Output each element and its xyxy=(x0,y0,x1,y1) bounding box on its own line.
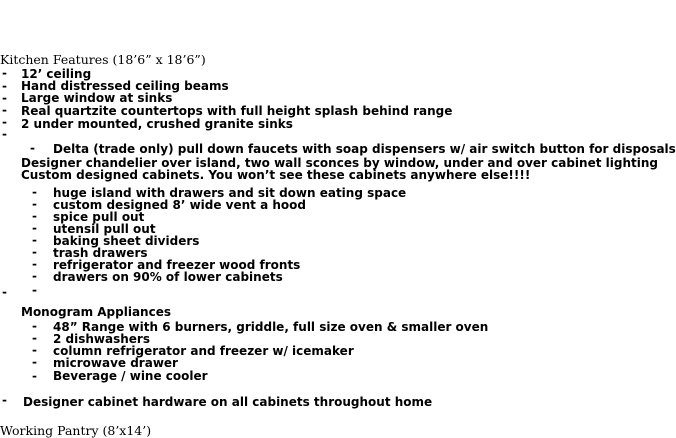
appliance-item: column refrigerator and freezer w/ icemaker xyxy=(53,344,354,358)
appliances-heading: Monogram Appliances xyxy=(21,305,171,319)
cabinet-item: refrigerator and freezer wood fronts xyxy=(53,258,301,272)
bullet-dash: - xyxy=(30,141,35,155)
bullet-dash: - xyxy=(32,343,37,357)
cabinet-item: drawers on 90% of lower cabinets xyxy=(53,270,283,284)
bullet-dash: - xyxy=(2,393,7,407)
bullet-dash: - xyxy=(32,319,37,333)
bullet-dash: - xyxy=(32,197,37,211)
cabinet-item: trash drawers xyxy=(53,246,148,260)
feature-item: Delta (trade only) pull down faucets with soap dispensers w/ air switch button for disposals xyxy=(53,142,676,156)
bullet-dash: - xyxy=(32,221,37,235)
bullet-dash: - xyxy=(32,185,37,199)
bullet-dash: - xyxy=(32,331,37,345)
cabinet-item: utensil pull out xyxy=(53,222,156,236)
bullet-dash: - xyxy=(2,91,7,105)
section-title-kitchen: Kitchen Features (18’6” x 18’6”) xyxy=(0,52,206,67)
bullet-dash: - xyxy=(32,369,37,383)
bullet-dash: - xyxy=(2,66,7,80)
cabinet-item: baking sheet dividers xyxy=(53,234,200,248)
cabinet-item: spice pull out xyxy=(53,210,145,224)
feature-item: Real quartzite countertops with full height splash behind range xyxy=(21,104,453,118)
bullet-dash: - xyxy=(32,245,37,259)
bullet-dash: - xyxy=(2,115,7,129)
bullet-dash: - xyxy=(2,103,7,117)
feature-item: 2 under mounted, crushed granite sinks xyxy=(21,117,293,131)
section-title-pantry: Working Pantry (8’x14’) xyxy=(0,423,152,438)
feature-line-hardware: Designer cabinet hardware on all cabinets throughout home xyxy=(23,395,433,409)
appliance-item: 48” Range with 6 burners, griddle, full size oven & smaller oven xyxy=(53,320,489,334)
bullet-dash: - xyxy=(32,355,37,369)
feature-item: Large window at sinks xyxy=(21,91,173,105)
cabinet-item: custom designed 8’ wide vent a hood xyxy=(53,198,306,212)
appliance-item: microwave drawer xyxy=(53,356,178,370)
feature-line-cabinets: Custom designed cabinets. You won’t see these cabinets anywhere else!!!! xyxy=(21,168,531,182)
appliance-item: 2 dishwashers xyxy=(53,332,150,346)
bullet-dash: - xyxy=(32,283,37,297)
bullet-dash: - xyxy=(2,127,7,141)
bullet-dash: - xyxy=(32,233,37,247)
cabinet-item: huge island with drawers and sit down eating space xyxy=(53,186,407,200)
feature-item: 12’ ceiling xyxy=(21,67,92,81)
feature-item: Hand distressed ceiling beams xyxy=(21,79,229,93)
bullet-dash: - xyxy=(32,269,37,283)
appliance-item: Beverage / wine cooler xyxy=(53,369,208,383)
bullet-dash: - xyxy=(2,79,7,93)
bullet-dash: - xyxy=(2,285,7,299)
bullet-dash: - xyxy=(32,209,37,223)
bullet-dash: - xyxy=(32,257,37,271)
feature-line-lighting: Designer chandelier over island, two wall sconces by window, under and over cabinet lighting xyxy=(21,156,658,170)
